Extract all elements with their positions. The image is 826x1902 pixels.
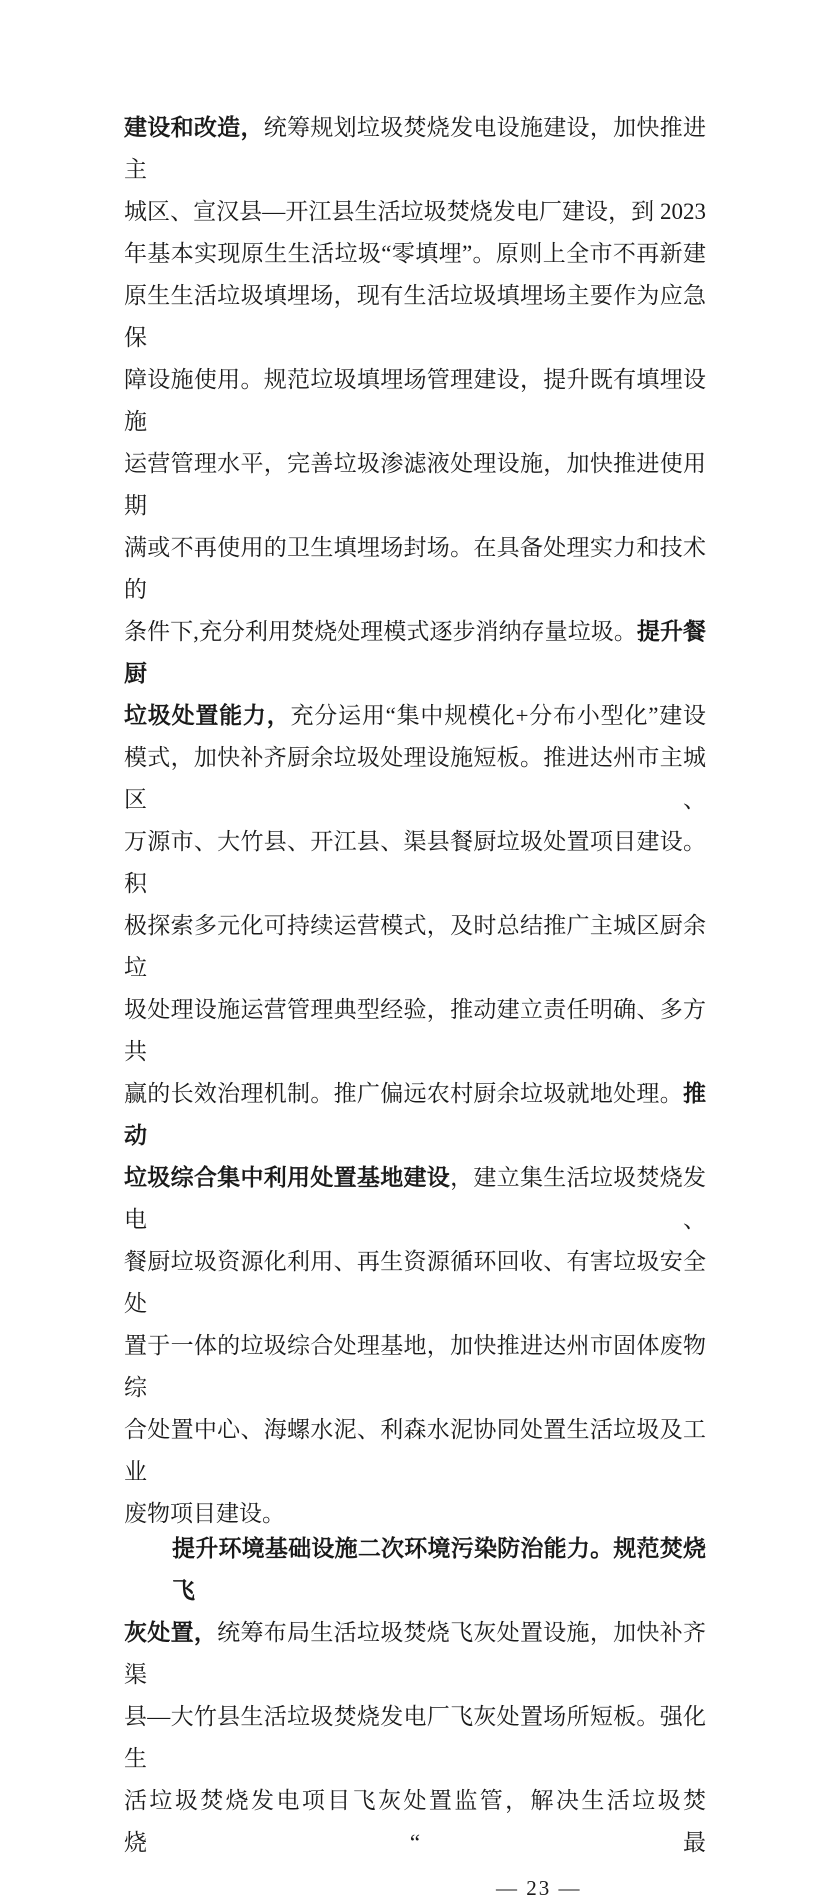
body-text: 原生生活垃圾填埋场，现有生活垃圾填埋场主要作为应急保 [124,283,706,350]
body-text: 废物项目建设。 [124,1501,285,1526]
text-line [124,821,706,905]
text-line [124,107,706,191]
text-line [124,1528,706,1612]
text-line [124,1241,706,1325]
text-line [124,1073,706,1157]
body-text: ，建立集生活垃圾焚烧发电、 [124,1165,707,1232]
text-line [124,1409,706,1493]
text-line [124,989,706,1073]
paragraph [124,1528,706,1864]
text-line [124,695,706,737]
text-line [124,1780,706,1864]
text-line [124,191,706,233]
paragraph [124,107,706,1535]
body-text: 极探索多元化可持续运营模式，及时总结推广主城区厨余垃 [124,913,706,980]
body-text: 充分运用“集中规模化+分布小型化”建设 [290,703,707,728]
bold-heading-text: 垃圾综合集中利用处置基地建设 [124,1165,451,1190]
body-text: 万源市、大竹县、开江县、渠县餐厨垃圾处置项目建设。积 [124,829,706,896]
bold-heading-text: 推动 [124,1081,706,1148]
text-line [124,1612,706,1696]
body-text: 条件下,充分利用焚烧处理模式逐步消纳存量垃圾。 [124,619,637,644]
body-text: 运营管理水平，完善垃圾渗滤液处理设施，加快推进使用期 [124,451,706,518]
bold-heading-text: 灰处置， [124,1620,218,1645]
text-line [124,905,706,989]
body-text: 障设施使用。规范垃圾填埋场管理建设，提升既有填埋设施 [124,367,706,434]
body-text: 统筹布局生活垃圾焚烧飞灰处置设施，加快补齐渠 [124,1620,707,1687]
body-text: 活垃圾焚烧发电项目飞灰处置监管，解决生活垃圾焚烧“最 [124,1788,706,1855]
text-line [124,233,706,275]
body-text: 城区、宣汉县—开江县生活垃圾焚烧发电厂建设，到 2023 [124,199,706,224]
bold-heading-text: 提升餐厨 [124,619,707,686]
body-text: 圾处理设施运营管理典型经验，推动建立责任明确、多方共 [124,997,706,1064]
bold-heading-text: 提升环境基础设施二次环境污染防治能力。规范焚烧飞 [172,1536,706,1603]
text-line [124,611,706,695]
text-line [124,527,706,611]
text-line [124,737,706,821]
body-text: 赢的长效治理机制。推广偏远农村厨余垃圾就地处理。 [124,1081,683,1106]
page-number: — 23 — [496,1876,582,1900]
text-line [124,359,706,443]
document-body [124,0,706,1864]
body-text: 年基本实现原生生活垃圾“零填埋”。原则上全市不再新建 [124,241,706,266]
text-line [124,275,706,359]
text-line [124,1696,706,1780]
text-line [124,443,706,527]
body-text: 满或不再使用的卫生填埋场封场。在具备处理实力和技术的 [124,535,706,602]
bold-heading-text: 建设和改造， [124,115,264,140]
body-text: 置于一体的垃圾综合处理基地，加快推进达州市固体废物综 [124,1333,706,1400]
body-text: 统筹规划垃圾焚烧发电设施建设，加快推进主 [124,115,707,182]
body-text: 餐厨垃圾资源化利用、再生资源循环回收、有害垃圾安全处 [124,1249,706,1316]
text-line [124,1157,706,1241]
bold-heading-text: 垃圾处置能力， [124,703,291,728]
text-line [124,1325,706,1409]
body-text: 模式，加快补齐厨余垃圾处理设施短板。推进达州市主城区、 [124,745,706,812]
body-text: 合处置中心、海螺水泥、利森水泥协同处置生活垃圾及工业 [124,1417,706,1484]
body-text: 县—大竹县生活垃圾焚烧发电厂飞灰处置场所短板。强化生 [124,1704,706,1771]
